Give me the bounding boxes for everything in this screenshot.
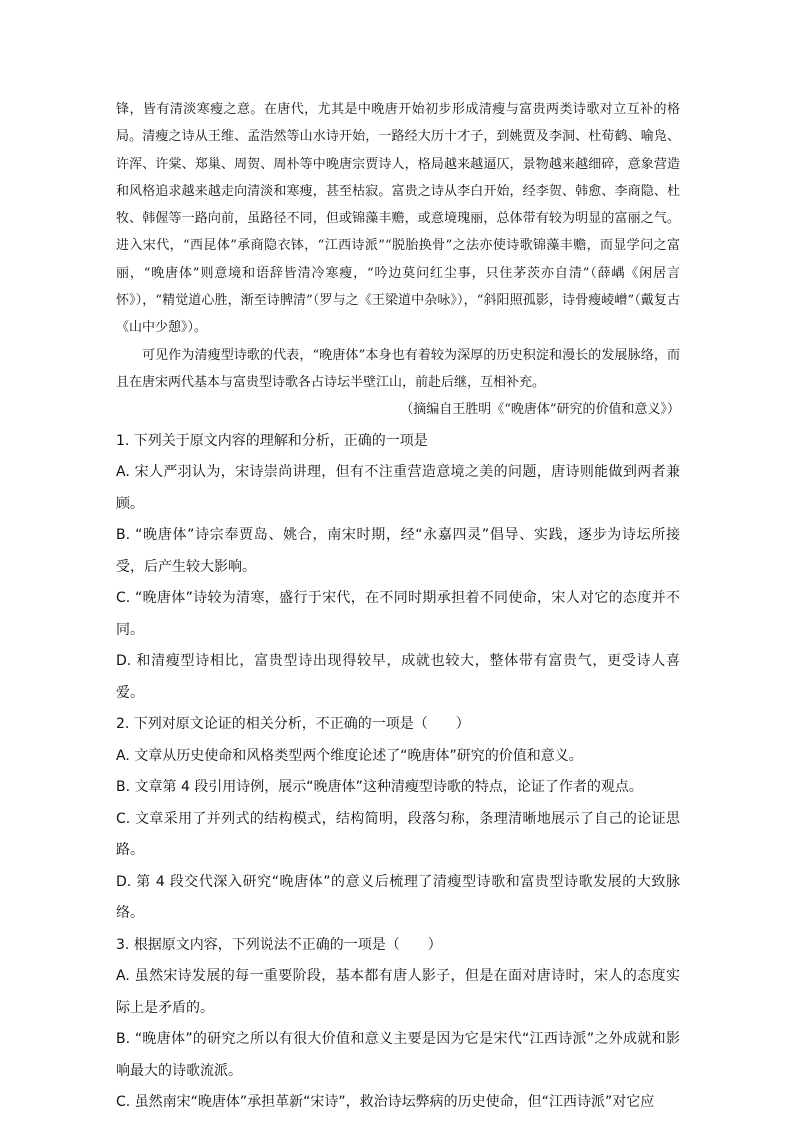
option-b: B. 文章第 4 段引用诗例，展示“晚唐体”这种清瘦型诗歌的特点，论证了作者的观点。	[116, 779, 643, 796]
option-b: B. “晚唐体”的研究之所以有很大价值和意义主要是因为它是宋代“江西诗派”之外成就和影响最大的诗歌流派。	[116, 1031, 680, 1079]
question-list	[116, 426, 680, 1119]
question-stem: 3. 根据原文内容，下列说法不正确的一项是（ ）	[116, 936, 442, 953]
passage-paragraph-2: 可见作为清瘦型诗歌的代表，“晚唐体”本身也有着较为深厚的历史积淀和漫长的发展脉络，而且在唐宋两代基本与富贵型诗歌各占诗坛半壁江山，前赴后继，互相补充。	[116, 347, 680, 390]
question-3	[116, 930, 680, 1119]
option-a: A. 虽然宋诗发展的每一重要阶段，基本都有唐人影子，但是在面对唐诗时，宋人的态度实际上是矛盾的。	[116, 968, 680, 1016]
question-2	[116, 709, 680, 930]
passage-source: （摘编自王胜明《“晚唐体”研究的价值和意义》）	[400, 402, 680, 418]
question-stem: 2. 下列对原文论证的相关分析，不正确的一项是（ ）	[116, 716, 470, 733]
option-c: C. 文章采用了并列式的结构模式，结构简明，段落匀称，条理清晰地展示了自己的论证思路。	[116, 810, 680, 859]
option-a: A. 文章从历史使命和风格类型两个维度论述了“晚唐体”研究的价值和意义。	[116, 747, 583, 764]
option-d: D. 第 4 段交代深入研究“晚唐体”的意义后梳理了清瘦型诗歌和富贵型诗歌发展的大致脉络。	[116, 873, 680, 922]
exam-page	[116, 96, 680, 1119]
option-c: C. “晚唐体”诗较为清寒，盛行于宋代，在不同时期承担着不同使命，宋人对它的态度并不同。	[116, 590, 680, 638]
option-b: B. “晚唐体”诗宗奉贾岛、姚合，南宋时期，经“永嘉四灵”倡导、实践，逐步为诗坛所接受，后产生较大影响。	[116, 527, 680, 575]
question-1	[116, 426, 680, 710]
option-d: D. 和清瘦型诗相比，富贵型诗出现得较早，成就也较大，整体带有富贵气，更受诗人喜爱。	[116, 653, 680, 701]
option-a: A. 宋人严羽认为，宋诗崇尚讲理，但有不注重营造意境之美的问题，唐诗则能做到两者兼顾。	[116, 464, 680, 512]
question-stem: 1. 下列关于原文内容的理解和分析，正确的一项是	[116, 432, 428, 449]
option-c: C. 虽然南宋“晚唐体”承担革新“宋诗”，救治诗坛弊病的历史使命，但“江西诗派”对它应	[116, 1094, 655, 1111]
passage-paragraph-1: 锋，皆有清淡寒瘦之意。在唐代，尤其是中晚唐开始初步形成清瘦与富贵两类诗歌对立互补的格局。清瘦之诗从王维、孟浩然等山水诗开始，一路经大历十才子，到姚贾及李洞、杜荀鹤、喻凫、许浑、许棠、郑巢、周贺、周朴等中晚唐宗贾诗人，格局越来越逼仄，景物越来越细碎，意象营造和风格追求越来越走向清淡和寒瘦，甚至枯寂。富贵之诗从李白开始，经李贺、韩愈、李商隐、杜牧、韩偓等一路向前，虽路径不同，但或锦藻丰赡，或意境瑰丽，总体带有较为明显的富丽之气。进入宋代，“西昆体”承商隐衣钵，“江西诗派”“脱胎换骨”之法亦使诗歌锦藻丰赡，而显学问之富丽，“晚唐体”则意境和语辞皆清冷寒瘦，“吟边莫问红尘事，只住茅茨亦自清”（薛嵎《闲居言怀》），“精觉道心胜，渐至诗脾清”（罗与之《王梁道中杂咏》），“斜阳照孤影，诗骨瘦崚嶒”（戴复古《山中少憩》）。	[116, 102, 680, 336]
